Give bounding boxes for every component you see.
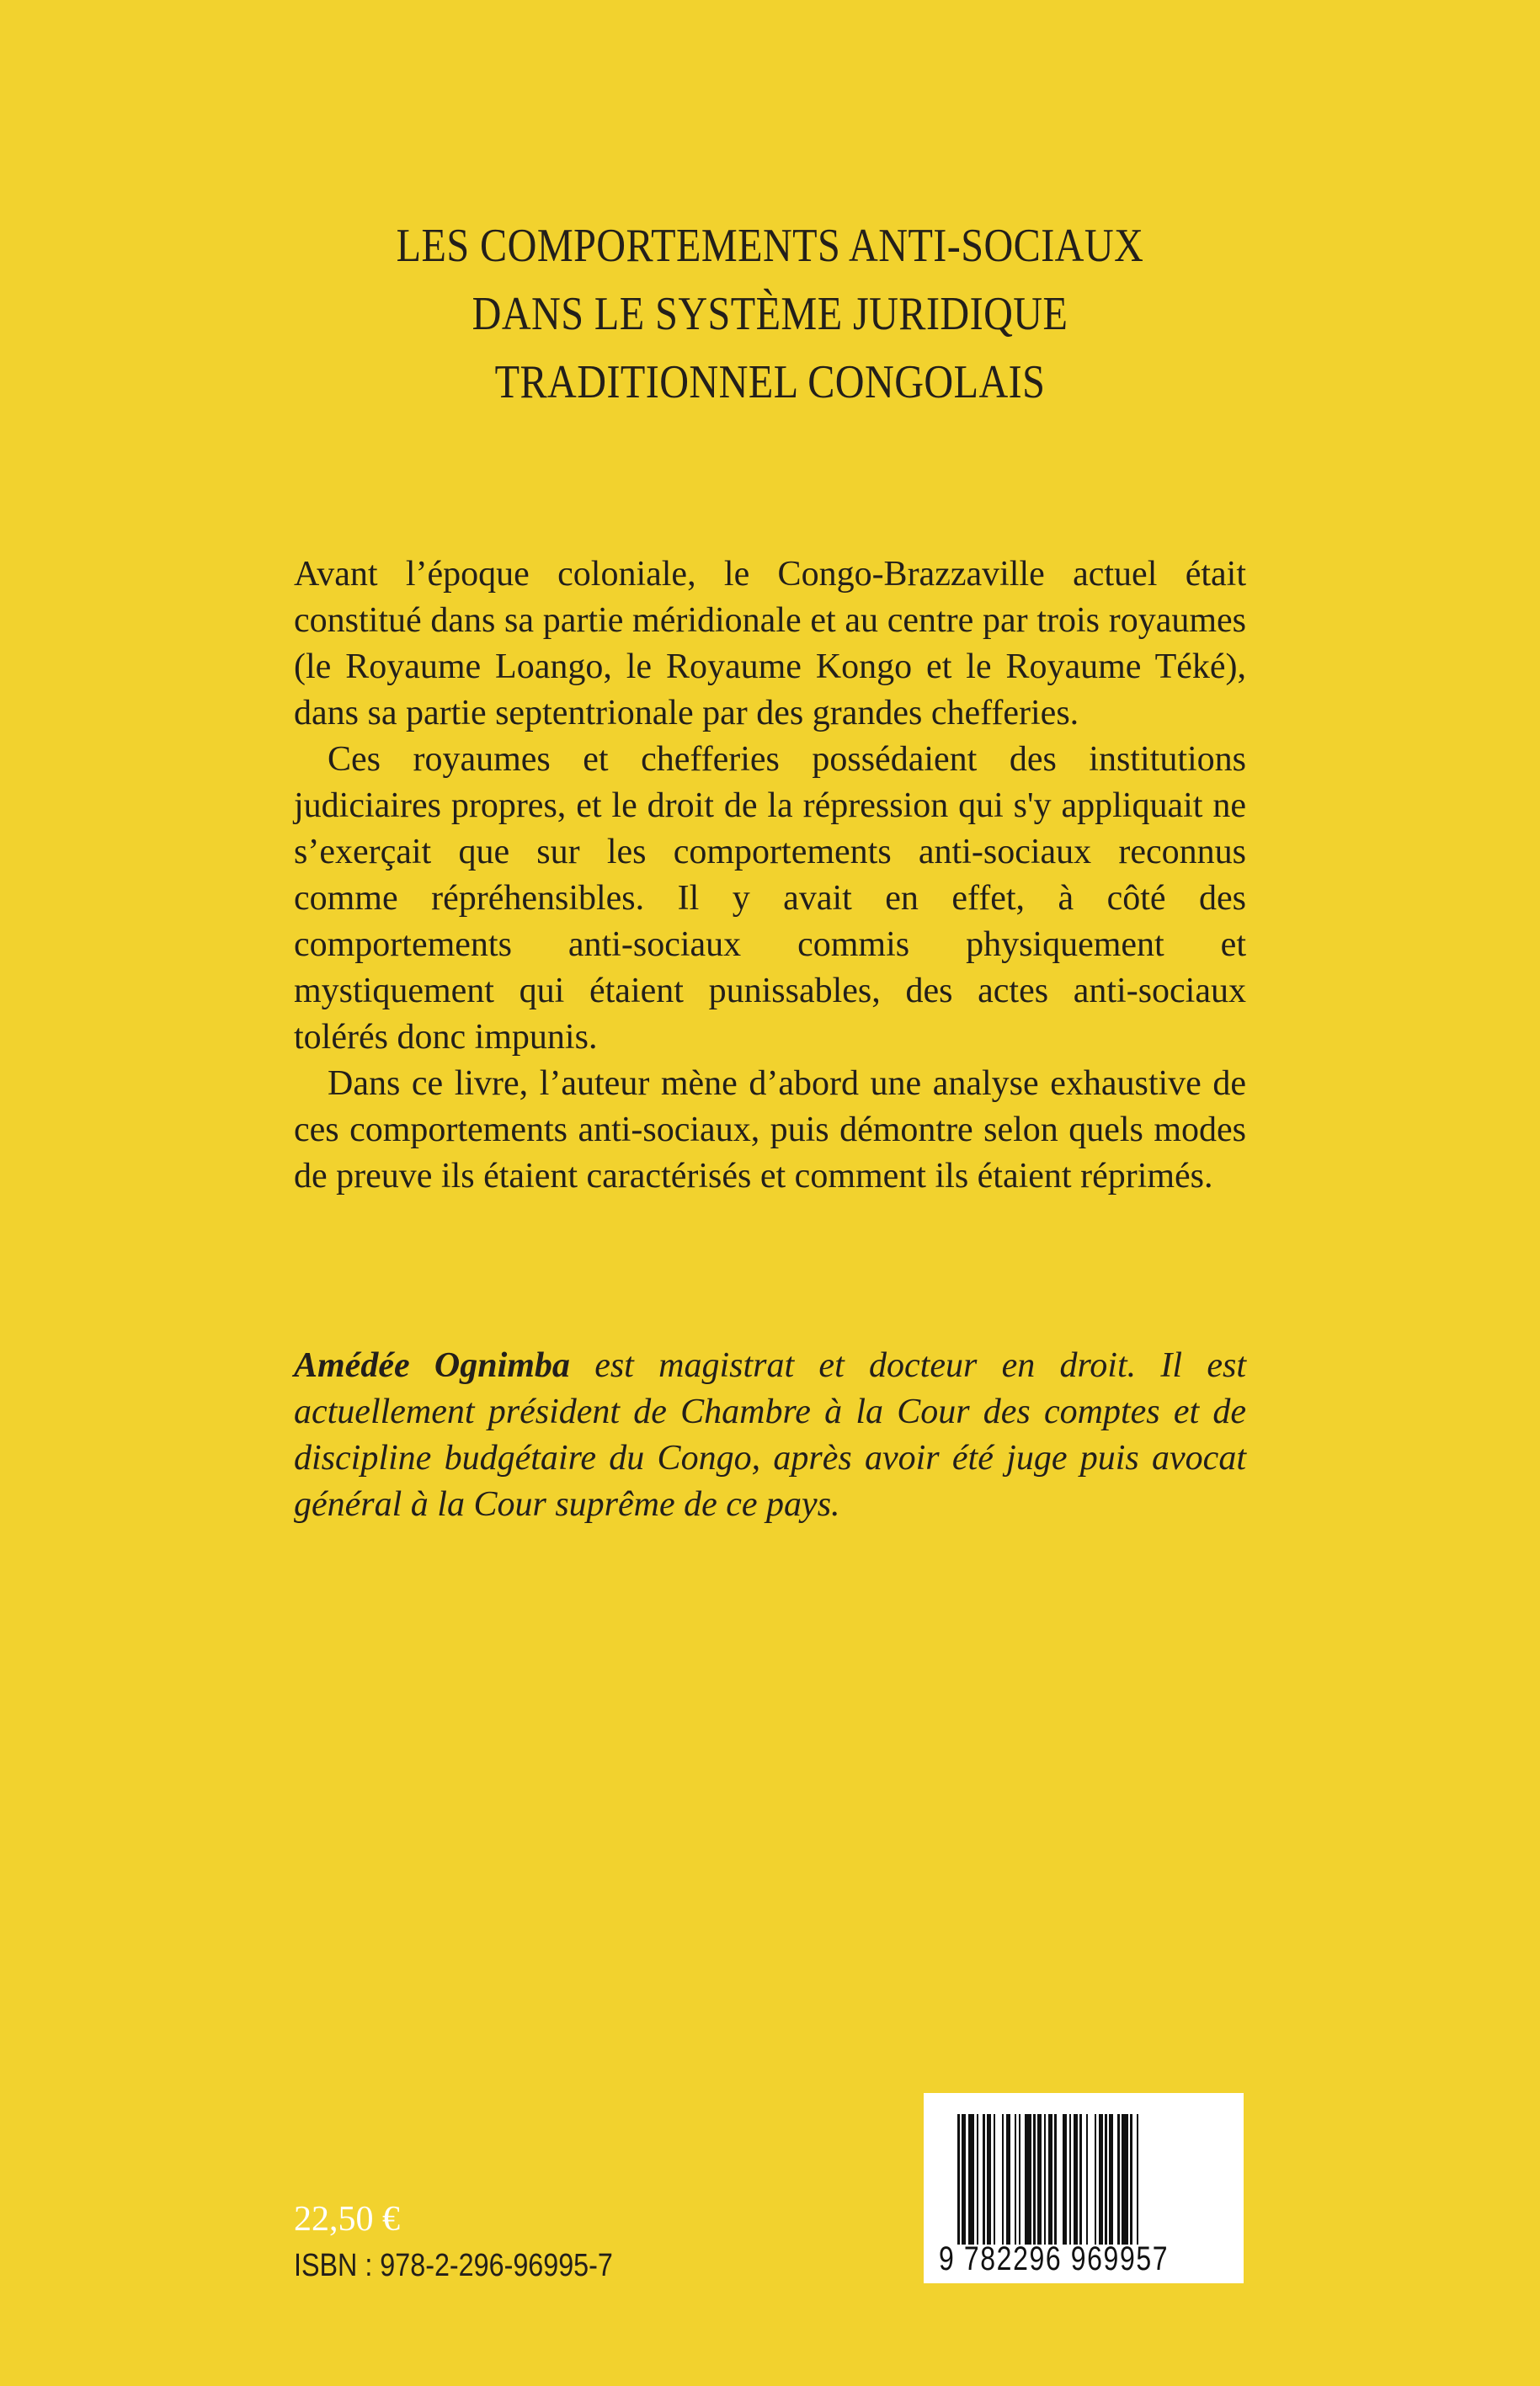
blurb: [294, 551, 1246, 1200]
blurb-paragraph-1: Avant l’époque coloniale, le Congo-Brazzaville actuel était constitué dans sa partie méridionale et au centre par trois royaumes (le Royaume Loango, le Royaume Kongo et le Royaume Téké), dans sa partie septentrionale par des grandes chefferies.: [294, 555, 1246, 732]
barcode-digits: 9 782296 969957: [939, 2240, 1170, 2277]
author-bio: [294, 1343, 1246, 1528]
blurb-paragraph-2: Ces royaumes et chefferies possédaient des institutions judiciaires propres, et le droit de la répression qui s'y appliquait ne s’exerçait que sur les comportements anti-sociaux reconnus comme répréhensibles. Il y avait en effet, à côté des comportements anti-sociaux commis physiquement et mystiquement qui étaient punissables, des actes anti-sociaux tolérés donc impunis.: [294, 740, 1246, 1057]
author-bio-text: est magistrat et docteur en droit. Il est actuellement président de Chambre à la Cour des comptes et de discipline budgétaire du Congo, après avoir été juge puis avocat général à la Cour suprême de ce pays.: [294, 1346, 1246, 1524]
book-title: [325, 212, 1215, 417]
blurb-paragraph-3: Dans ce livre, l’auteur mène d’abord une analyse exhaustive de ces comportements anti-sociaux, puis démontre selon quels modes de preuve ils étaient caractérisés et comment ils étaient réprimés.: [294, 1064, 1246, 1196]
barcode-icon: [957, 2114, 1210, 2245]
author-name: Amédée Ognimba: [294, 1346, 570, 1385]
title-line-3: TRADITIONNEL CONGOLAIS: [494, 356, 1046, 408]
barcode: [924, 2093, 1244, 2283]
title-line-1: LES COMPORTEMENTS ANTI-SOCIAUX: [396, 220, 1144, 272]
title-line-2: DANS LE SYSTÈME JURIDIQUE: [472, 288, 1068, 340]
price: 22,50 €: [294, 2200, 400, 2239]
isbn: ISBN : 978-2-296-96995-7: [294, 2248, 613, 2283]
